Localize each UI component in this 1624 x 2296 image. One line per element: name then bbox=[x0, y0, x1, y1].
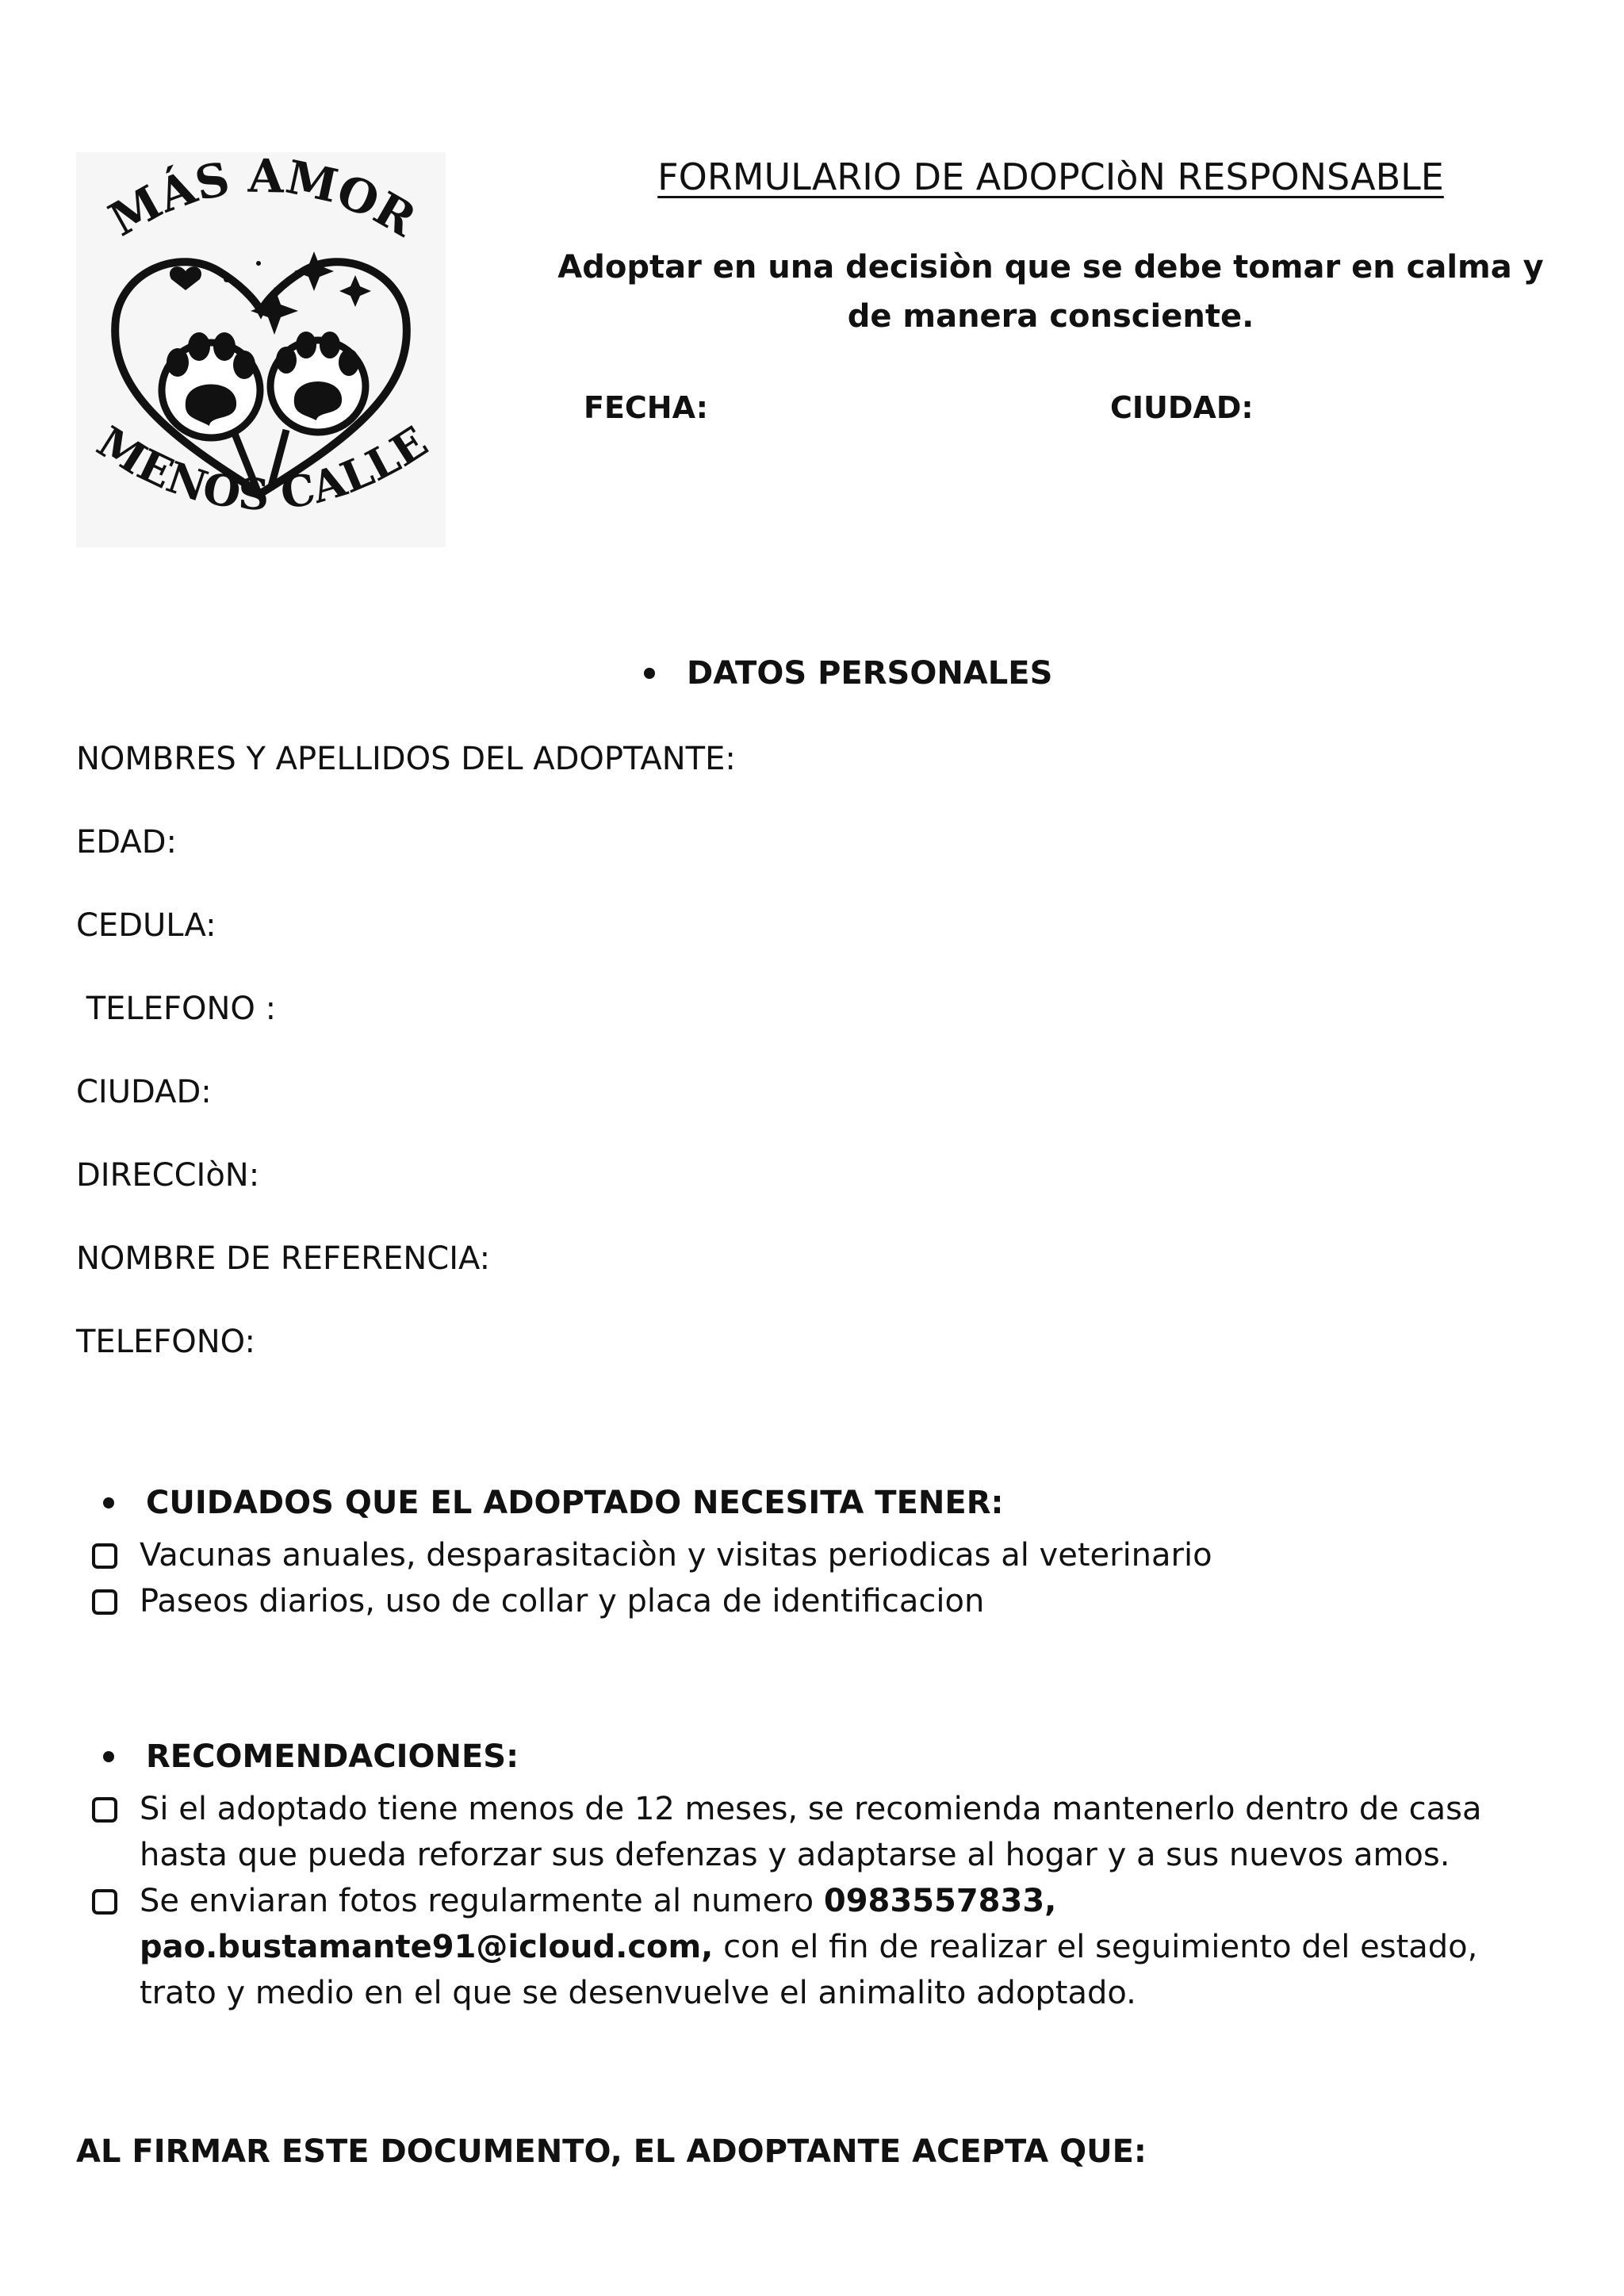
checkbox-icon[interactable] bbox=[92, 1797, 117, 1823]
field-edad: EDAD: bbox=[76, 824, 178, 861]
checklist-item bbox=[92, 1532, 1551, 1578]
heart-paws-logo-icon bbox=[76, 152, 446, 547]
page-subtitle: Adoptar en una decisiòn que se debe tomar en calma y de manera consciente. bbox=[557, 249, 1544, 335]
section-recomendaciones bbox=[103, 1738, 519, 1775]
checklist-item bbox=[92, 1786, 1551, 1878]
checkbox-icon[interactable] bbox=[92, 1889, 117, 1915]
checklist-item-text: Vacunas anuales, desparasitaciòn y visitas periodicas al veterinario bbox=[140, 1537, 1212, 1573]
logo bbox=[76, 152, 446, 547]
field-nombres-apellidos: NOMBRES Y APELLIDOS DEL ADOPTANTE: bbox=[76, 741, 736, 777]
checklist-item bbox=[92, 1578, 1551, 1624]
section-heading: DATOS PERSONALES bbox=[687, 655, 1053, 692]
checklist-item bbox=[92, 1878, 1551, 2016]
field-cedula: CEDULA: bbox=[76, 907, 216, 944]
contact-suffix: con el fin de realizar el seguimiento del estado, trato y medio en el que se desenvuelve el animalito adoptado. bbox=[140, 1929, 1478, 2011]
checkbox-icon[interactable] bbox=[92, 1589, 117, 1615]
contact-prefix: Se enviaran fotos regularmente al numero bbox=[140, 1883, 824, 1919]
field-telefono: TELEFONO : bbox=[76, 991, 277, 1027]
checklist-item-text: Paseos diarios, uso de collar y placa de identificacion bbox=[140, 1583, 985, 1619]
section-heading: RECOMENDACIONES: bbox=[146, 1738, 519, 1775]
fecha-label: FECHA: bbox=[584, 390, 708, 425]
section-heading: CUIDADOS QUE EL ADOPTADO NECESITA TENER: bbox=[146, 1485, 1004, 1521]
field-ciudad: CIUDAD: bbox=[76, 1074, 212, 1110]
acceptance-heading: AL FIRMAR ESTE DOCUMENTO, EL ADOPTANTE ACEPTA QUE: bbox=[76, 2133, 1147, 2170]
bullet-icon bbox=[644, 668, 655, 679]
checkbox-icon[interactable] bbox=[92, 1543, 117, 1569]
svg-text:MÁS AMOR: MÁS AMOR bbox=[100, 152, 425, 247]
field-nombre-referencia: NOMBRE DE REFERENCIA: bbox=[76, 1240, 491, 1277]
field-direccion: DIRECCIòN: bbox=[76, 1157, 260, 1194]
ciudad-header-label: CIUDAD: bbox=[1110, 390, 1254, 425]
section-cuidados bbox=[103, 1485, 1003, 1521]
field-telefono-referencia: TELEFONO: bbox=[76, 1324, 255, 1360]
section-datos-personales bbox=[644, 655, 1052, 692]
checklist-item-text bbox=[140, 1878, 1551, 2016]
checklist-item-text: Si el adoptado tiene menos de 12 meses, se recomienda mantenerlo dentro de casa hasta que pueda reforzar sus defenzas y adaptarse al hogar y a sus nuevos amos. bbox=[140, 1791, 1482, 1873]
bullet-icon bbox=[103, 1751, 114, 1762]
contact-info: 0983557833, pao.bustamante91@icloud.com, bbox=[140, 1883, 1057, 1965]
bullet-icon bbox=[103, 1497, 114, 1508]
page-title: FORMULARIO DE ADOPCIòN RESPONSABLE bbox=[657, 155, 1444, 198]
svg-text:MENOS CALLE: MENOS CALLE bbox=[88, 416, 437, 520]
